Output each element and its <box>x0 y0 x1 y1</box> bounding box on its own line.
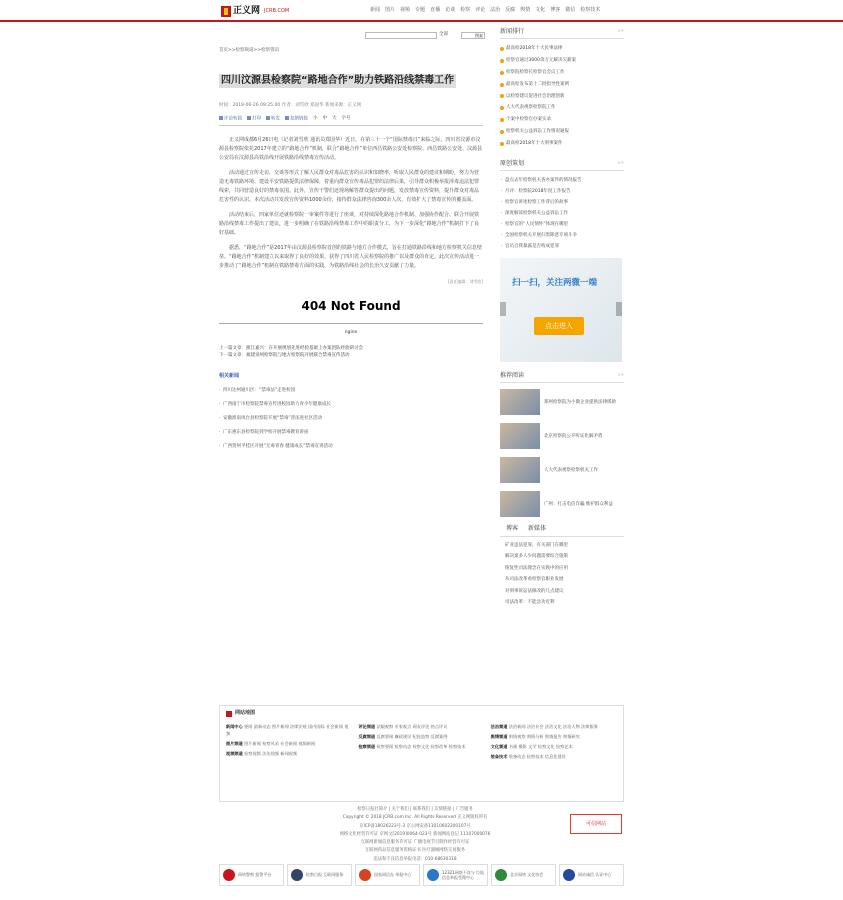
font-size-label: 字号 <box>341 115 351 121</box>
rank-text: 最高检2018年十大民事法律 <box>506 46 563 52</box>
list-item[interactable]: · 官员自我暴露是否构成犯罪 <box>500 241 624 252</box>
related-news-list <box>219 384 483 454</box>
search-button-label: 搜索 <box>475 33 483 38</box>
plan-title: 原创策划 <box>500 159 525 167</box>
bullet-icon <box>500 47 504 51</box>
article-body <box>219 136 483 271</box>
footer-copyright: Copyright © 2018 JCRB.com Inc. All Rights Reserved 正义网版权所有 <box>342 815 488 821</box>
copy-link-tool[interactable] <box>285 116 308 123</box>
site-map-row[interactable] <box>491 733 617 740</box>
site-map-column <box>358 723 484 763</box>
site-map-column <box>226 723 352 763</box>
tab-new-media[interactable]: 新媒体 <box>528 525 547 533</box>
rank-title: 新闻排行 <box>500 28 525 35</box>
site-map-row[interactable] <box>358 733 484 740</box>
list-item[interactable]: 司法改革：不能急功近利 <box>505 600 555 606</box>
list-item[interactable] <box>500 387 624 417</box>
nav-item[interactable]: 专题 <box>415 7 426 13</box>
print-label: 打印 <box>252 116 261 122</box>
site-map-row-name: 反腐频道 <box>358 734 376 739</box>
site-map-row-links: 要闻 最新动态 图片新闻 法律法规 国内国际 社会新闻 视频 <box>226 724 349 736</box>
logo-mark-icon <box>221 6 231 17</box>
logo-name: 正义网 <box>233 5 261 16</box>
bullet-icon <box>500 106 504 110</box>
site-map-row-links: 装备动态 检察技术 信息化建设 <box>508 754 566 759</box>
list-item[interactable] <box>500 114 624 126</box>
badge-police[interactable] <box>219 864 284 886</box>
badge-procuratorate[interactable] <box>287 864 352 886</box>
font-small-button[interactable]: 小 <box>313 115 318 121</box>
list-item[interactable] <box>500 79 624 91</box>
site-logo[interactable] <box>221 4 289 18</box>
bullet-icon <box>500 71 504 75</box>
prev-article[interactable] <box>219 345 483 352</box>
list-item[interactable]: 矿业违法犯罪，有关部门在哪里 <box>505 542 568 548</box>
badge-12321[interactable] <box>423 864 488 886</box>
more-link[interactable]: >> <box>617 159 624 165</box>
list-item[interactable]: · 全国检察机关开展扫黑除恶专项斗争 <box>500 230 624 241</box>
nav-item[interactable]: 博客 <box>550 7 561 13</box>
nav-item[interactable]: 法治 <box>490 7 501 13</box>
site-map-row-links: 图片新闻 检察风采 社会新闻 视频新闻 <box>244 741 316 746</box>
bullet-icon <box>500 130 504 134</box>
list-item[interactable]: · 广西贺州平桂区开展“无毒青春 健康成长”禁毒宣讲活动 <box>219 440 483 454</box>
site-map-row-name: 文化频道 <box>490 744 508 749</box>
leaf-icon <box>495 869 507 881</box>
bullet-icon <box>500 59 504 63</box>
thumbnail <box>500 423 540 449</box>
blog-list <box>500 540 624 609</box>
search-bar <box>365 32 490 40</box>
badge-label: 国家网信办 举报中心 <box>374 872 412 878</box>
recommended-list <box>500 387 624 519</box>
site-map-row-links: 反腐要闻 廉政建设 纪检监察 反腐案例 <box>376 734 448 739</box>
site-map-row-name: 新闻中心 <box>226 724 243 729</box>
nav-item[interactable]: 反腐 <box>505 7 516 13</box>
rec-text: 广州：打击电信诈骗 维护群众利益 <box>544 501 613 507</box>
font-medium-button[interactable]: 中 <box>322 115 327 121</box>
forward-icon <box>266 116 270 120</box>
rank-text: 检察机关公益诉讼工作情况通报 <box>506 128 569 134</box>
plan-list <box>500 175 624 252</box>
trusted-site-label: 可信网站 <box>585 820 606 827</box>
badge-credibility[interactable] <box>559 864 624 886</box>
font-large-button[interactable]: 大 <box>332 115 337 121</box>
list-item[interactable] <box>500 455 624 485</box>
list-item[interactable]: 恢复性司法理念在实践中的应用 <box>505 565 568 571</box>
badge-label: 12321网络不良与 垃圾信息举报受理中心 <box>442 869 484 880</box>
footer-links[interactable]: 检察日报社简介 | 关于我们 | 联系我们 | 友情链接 | 广告服务 <box>357 807 473 812</box>
error-server: nginx <box>344 329 358 335</box>
list-item[interactable] <box>500 91 624 103</box>
rec-header <box>500 372 624 383</box>
nav-item[interactable]: 舆情 <box>520 7 531 13</box>
related-news-title: 相关新闻 <box>219 373 240 380</box>
more-link[interactable]: >> <box>617 371 624 377</box>
map-icon <box>226 711 232 717</box>
site-map-row[interactable] <box>358 743 484 750</box>
prev-article-link[interactable]: 浙江嘉兴：在开展规划先进经验基础上办案团队经验研讨会 <box>246 346 363 352</box>
list-item[interactable]: · 检察官的“人民情怀”体现在哪里 <box>500 219 624 230</box>
site-map-header <box>226 710 617 717</box>
list-item[interactable] <box>500 126 624 138</box>
rank-text: 最高检发布第十二批指导性案例 <box>506 81 569 87</box>
badge-label: 网站诚信 认证中心 <box>578 872 612 878</box>
list-item[interactable] <box>500 102 624 114</box>
nav-item[interactable]: 检察技术 <box>580 7 601 13</box>
rank-text: 最高检2018年十大刑事案件 <box>506 140 563 146</box>
badge-report-center[interactable] <box>355 864 420 886</box>
blog-tabs <box>500 523 624 536</box>
list-item[interactable]: · 深度解读检察机关公益诉讼工作 <box>500 208 624 219</box>
search-scope-select[interactable]: 全部 <box>439 32 448 37</box>
top-nav <box>370 7 600 14</box>
list-item[interactable]: 解决案多人少问题需要综合施策 <box>505 554 568 560</box>
report-icon <box>359 869 371 881</box>
site-map-row-name: 视频频道 <box>226 751 243 756</box>
print-tool[interactable] <box>247 116 261 123</box>
rec-title: 推荐阅读 <box>500 371 525 379</box>
article-paragraph: 据悉，“路地合作”是2017年由汶源县检察院首创的铁路与地方合作模式，旨在打通铁路沿线和地方检察机关信息壁垒。“路地合作”机制建立以来取得了良好的效果，获得了四川省人民检察院的推广以及群众的肯定。此次宣传活动进一步推动了“路地合作”机制在铁路禁毒方面的实践，为铁路沿线社会的长治久安贡献了力量。 <box>219 245 482 270</box>
site-map-row-links: 法眼观察 专家观点 网友评论 热点评议 <box>376 724 448 729</box>
article-meta: 时间：2018-06-26 09:25:00 作者：刘雪欣 郑国华 新闻来源：正义网 <box>219 103 362 109</box>
rank-text: 检察官通过3000余万元解决欠薪案 <box>506 58 576 64</box>
footer-badges <box>219 864 624 886</box>
badge-label: 网络警察 报警平台 <box>238 872 272 878</box>
search-button[interactable] <box>461 32 485 39</box>
site-map-column <box>491 723 617 763</box>
rec-text: 郑州检察院为小微企业提供法律援助 <box>544 399 616 405</box>
responsible-editor: [责任编辑：刘雪欣] <box>447 279 483 285</box>
nav-item[interactable]: 文化 <box>535 7 546 13</box>
tab-blog[interactable]: 博客 <box>506 525 519 533</box>
rank-text: 以检察建议促进社会治理创新 <box>506 93 565 99</box>
site-map-row-links: 舆情观察 舆情分析 舆情报告 舆情研究 <box>508 734 580 739</box>
next-article-link[interactable]: 福建泉州检察院与地方检察院开展联合禁毒宣传活动 <box>246 353 350 359</box>
list-item[interactable] <box>500 67 624 79</box>
rank-list <box>500 43 624 149</box>
list-item[interactable]: 从司法改革看检察官职业发展 <box>505 577 564 583</box>
site-map-row-links: 检察视频 法治视频 新闻视频 <box>244 751 298 756</box>
list-item[interactable] <box>500 138 624 150</box>
rec-text: 人大代表视察检察机关工作 <box>544 467 598 473</box>
thumbnail <box>500 457 540 483</box>
list-item[interactable]: · 安徽淮南凤台县检察院开展“禁毒”普法进社区活动 <box>219 412 483 426</box>
article-toolbar <box>219 116 483 127</box>
nav-item[interactable]: 新闻 <box>370 7 381 13</box>
bullet-icon <box>500 83 504 87</box>
footer-license: 互联网新闻信息服务许可证 广播电视节目制作经营许可证 <box>360 840 470 846</box>
site-map <box>219 705 624 802</box>
comment-tool[interactable] <box>219 116 242 123</box>
police-icon <box>223 869 235 881</box>
prev-label: 上一篇文章： <box>219 346 246 352</box>
list-item[interactable]: · 检察官讲述检察工作背后的故事 <box>500 197 624 208</box>
error-title: 404 Not Found <box>219 298 483 324</box>
list-item[interactable]: · 盘点去年检察机关查办案件的情况报告 <box>500 175 624 186</box>
footer-license: 互联网药品信息服务资格证书 医疗器械网络交易服务 <box>364 848 466 854</box>
banner-slogan: 扫一扫，关注两微一端 <box>512 277 598 288</box>
link-icon <box>285 116 289 120</box>
network-icon <box>427 869 439 881</box>
site-map-row[interactable] <box>226 740 352 747</box>
banner-prev-arrow[interactable] <box>500 302 506 316</box>
rec-text: 北京检察院公开听证化解矛盾 <box>544 433 603 439</box>
list-item[interactable] <box>500 421 624 451</box>
search-input[interactable] <box>365 32 437 39</box>
site-map-row-name: 图片频道 <box>226 741 243 746</box>
banner-enter-button[interactable]: 点击进入 <box>534 317 584 335</box>
bullet-icon <box>500 142 504 146</box>
top-bar <box>0 0 843 22</box>
more-link[interactable]: >> <box>617 28 624 33</box>
nav-item[interactable]: 视频 <box>400 7 411 13</box>
forward-tool[interactable] <box>266 116 280 123</box>
site-map-row[interactable] <box>491 723 617 730</box>
site-map-row-name: 评论频道 <box>358 724 376 729</box>
site-map-row-links: 书画 摄影 文学 检察文化 检察艺术 <box>508 744 573 749</box>
site-map-row-name: 装备技术 <box>490 754 508 759</box>
site-map-row-links: 法治新闻 法治社会 法治文化 法治人物 法律服务 <box>508 724 598 729</box>
bullet-icon <box>500 94 504 98</box>
nav-item[interactable]: 评论 <box>475 7 486 13</box>
sidebar <box>500 28 624 609</box>
breadcrumb[interactable]: 首页>>检察频道>>检察资讯 <box>219 48 280 53</box>
thumbnail <box>500 389 540 415</box>
list-item[interactable]: · 四川达州通川区：“禁毒法”走进校园 <box>219 384 483 398</box>
site-map-columns <box>226 723 617 763</box>
nav-item[interactable]: 微信 <box>565 7 576 13</box>
site-map-row[interactable] <box>491 743 617 750</box>
nav-item[interactable]: 图片 <box>385 7 396 13</box>
trusted-site-logo[interactable] <box>570 814 622 834</box>
next-article[interactable] <box>219 352 483 359</box>
thumbnail <box>500 491 540 517</box>
follow-banner[interactable] <box>500 258 622 362</box>
next-label: 下一篇文章： <box>219 353 246 359</box>
rank-text: 个案中检察官办案实录 <box>506 117 551 123</box>
badge-label: 检察日报 互联网服务 <box>306 872 344 878</box>
site-map-row[interactable] <box>358 723 484 730</box>
list-item[interactable]: · 广西南宁市检察院禁毒宣传进校园助力青少年健康成长 <box>219 398 483 412</box>
banner-next-arrow[interactable] <box>616 302 622 316</box>
comment-label: 评论转载 <box>224 116 242 122</box>
site-map-row-name: 法治频道 <box>490 724 508 729</box>
list-item[interactable] <box>500 489 624 519</box>
article-paragraph: 活动结束后，四家单位还就检察院一审案件等进行了座谈，对持续深化路地合作机制、加强协作配合、联合开展铁路沿线禁毒工作提出了建议，进一步明确了在铁路沿线禁毒工作中的职责分工，为下一步深化“路地合作”机制打下了良好基础。 <box>219 212 480 237</box>
comment-icon <box>219 116 223 120</box>
logo-domain: JCRB.COM <box>264 7 290 14</box>
bullet-icon <box>500 118 504 122</box>
nav-item[interactable]: 直播 <box>430 7 441 13</box>
nav-item[interactable]: 检察 <box>460 7 471 13</box>
article-column <box>219 48 483 454</box>
rank-text: 检察院检察长检察官会议工作 <box>506 69 565 75</box>
badge-label: 北京网络 文化协会 <box>510 872 544 878</box>
list-item[interactable]: · 月评：检察院2018年度工作报告 <box>500 186 624 197</box>
list-item[interactable] <box>500 55 624 67</box>
site-map-row[interactable] <box>491 753 617 760</box>
article-pager <box>219 345 483 359</box>
site-map-row-links: 检察要闻 检察动态 检察文化 检察改革 检察技术 <box>376 744 466 749</box>
footer-icp: 京ICP备18026223号-3 京公网安备11010602200107号 <box>359 823 471 829</box>
rank-header <box>500 28 624 39</box>
badge-culture[interactable] <box>491 864 556 886</box>
list-item[interactable]: · 广东惠东县检察院到学校开展禁毒教育讲座 <box>219 426 483 440</box>
article-paragraph: 活动通过宣传走访、交谈等形式了解人民群众对毒品危害的认识和知晓率，听取人民群众的建议和期盼，努力为营造无毒铁路环境、建设平安铁路提供法律保障，着重向群众宣传毒品犯罪的法律后果，引导群众积极举报涉毒违法犯罪线索，共同营造良好的禁毒氛围。此外，宣传干警们还现场解答群众提出的问题，发放禁毒宣传资料，提升群众对毒品危害性的认识。本次活动共发放宣传资料1000余份，接待群众法律咨询300余人次，有效扩大了禁毒宣传的覆盖面。 <box>219 170 480 204</box>
footer-report-phone: 违法和不良信息举报电话：010-68630318 <box>373 856 457 862</box>
nav-item[interactable]: 访谈 <box>445 7 456 13</box>
rank-text: 人大代表视察检察院工作 <box>506 105 556 111</box>
site-map-row-name: 舆情频道 <box>490 734 508 739</box>
list-item[interactable] <box>500 43 624 55</box>
forward-label: 转发 <box>271 116 280 122</box>
article-paragraph: 正义网成都6月26日电（记者刘雪欣 通讯员郑国华）近日，在第三十一个“国际禁毒日”来临之际，四川省汶源市汶源县检察院依托2017年建立的“路地合作”机制，联合“路地合作”单位西昌铁路公安处检察院、西昌铁路公安处、汶源县公安局在汶源县高铁沿线开展铁路沿线禁毒宣传活动。 <box>219 137 483 162</box>
site-map-row[interactable] <box>226 750 352 757</box>
site-map-row[interactable] <box>226 723 352 737</box>
plan-header <box>500 160 624 171</box>
copy-link-label: 复制链接 <box>290 116 308 122</box>
list-item[interactable]: 对刑事诉讼法修改的几点建议 <box>505 588 564 594</box>
footer-license: 网络文化经营许可证 京网文[2019]0064-023号 新闻网站登记 11107000076 <box>339 831 491 837</box>
print-icon <box>247 116 251 120</box>
shield-icon <box>563 869 575 881</box>
footer <box>245 806 585 864</box>
site-map-title: 网站地图 <box>235 710 256 716</box>
article-title: 四川汶源县检察院“路地合作”助力铁路沿线禁毒工作 <box>221 75 455 87</box>
emblem-icon <box>291 869 303 881</box>
site-map-row-name: 检察频道 <box>358 744 376 749</box>
